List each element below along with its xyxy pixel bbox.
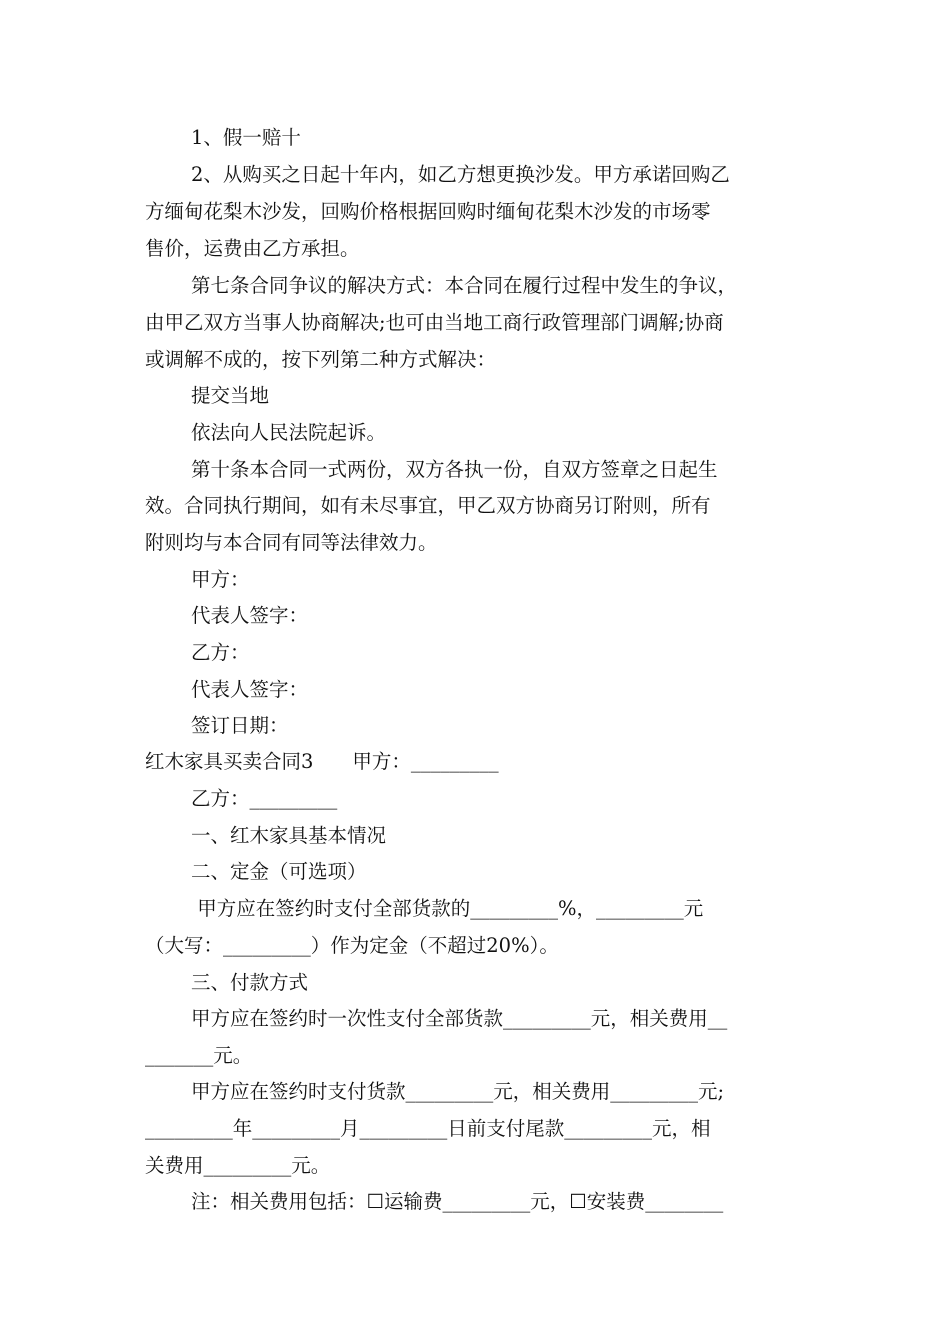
- text-line: 第七条合同争议的解决方式：本合同在履行过程中发生的争议，: [191, 274, 738, 297]
- text-line: 提交当地: [191, 384, 270, 407]
- text-line: 1、假一赔十: [191, 126, 301, 149]
- text-line: _________年_________月_________日前支付尾款_________元，相: [145, 1117, 711, 1140]
- text-line: 红木家具买卖合同3 甲方：_________: [145, 750, 499, 773]
- text-line: 甲方应在签约时支付全部货款的_________%，_________元: [191, 897, 704, 920]
- text-line: 乙方：_________: [191, 787, 338, 810]
- text-line: 售价，运费由乙方承担。: [145, 237, 360, 260]
- text-line: 第十条本合同一式两份，双方各执一份，自双方签章之日起生: [191, 458, 718, 481]
- text-line: 三、付款方式: [191, 971, 309, 994]
- text-line: 或调解不成的，按下列第二种方式解决：: [145, 348, 497, 371]
- text-line: 关费用_________元。: [145, 1154, 331, 1177]
- text-line: 2、从购买之日起十年内，如乙方想更换沙发。甲方承诺回购乙: [191, 163, 730, 186]
- text-line: 注：相关费用包括：☐运输费_________元，☐安装费________: [191, 1190, 724, 1213]
- text-line: 乙方：: [191, 641, 250, 664]
- text-line: 附则均与本合同有同等法律效力。: [145, 531, 438, 554]
- text-line: 依法向人民法院起诉。: [191, 421, 387, 444]
- text-line: 代表人签字：: [191, 678, 309, 701]
- text-line: _______元。: [145, 1044, 253, 1067]
- text-line: 由甲乙双方当事人协商解决;也可由当地工商行政管理部门调解;协商: [145, 311, 724, 334]
- text-line: 甲方应在签约时支付货款_________元，相关费用_________元;: [191, 1080, 725, 1103]
- text-line: （大写：_________）作为定金（不超过20%）。: [145, 934, 559, 957]
- text-line: 甲方：: [191, 568, 250, 591]
- text-line: 二、定金（可选项）: [191, 860, 367, 883]
- text-line: 甲方应在签约时一次性支付全部货款_________元，相关费用__: [191, 1007, 728, 1030]
- text-line: 签订日期：: [191, 714, 289, 737]
- text-line: 代表人签字：: [191, 604, 309, 627]
- text-line: 方缅甸花梨木沙发，回购价格根据回购时缅甸花梨木沙发的市场零: [145, 200, 711, 223]
- text-line: 效。合同执行期间，如有未尽事宜，甲乙双方协商另订附则，所有: [145, 494, 711, 517]
- text-line: 一、红木家具基本情况: [191, 824, 387, 847]
